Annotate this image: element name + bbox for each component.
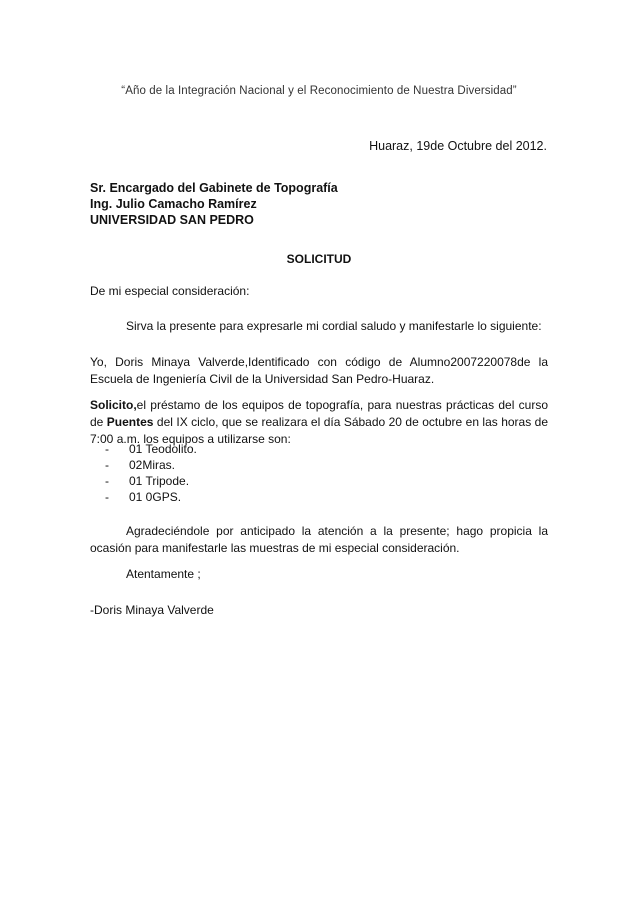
closing: Atentamente ; (126, 567, 201, 581)
place-date: Huaraz, 19de Octubre del 2012. (369, 139, 547, 153)
addressee-line-1: Sr. Encargado del Gabinete de Topografía (90, 181, 338, 195)
list-bullet: - (105, 442, 109, 456)
list-item (105, 457, 197, 473)
list-item (105, 473, 197, 489)
equipment-list (105, 441, 197, 505)
greeting: De mi especial consideración: (90, 284, 250, 298)
course-name: Puentes (106, 415, 154, 429)
request-text-b: del IX ciclo, que se realizara el día Sábado 20 de octubre en las horas de 7:00 a.m. los equipos a utilizarse son: (90, 415, 549, 446)
list-bullet: - (105, 458, 109, 472)
list-item-text: 01 Teodolito. (129, 442, 197, 456)
paragraph-thanks: Agradeciéndole por anticipado la atención a la presente; hago propicia la ocasión para manifestarle las muestras de mi especial consideración. (90, 524, 548, 555)
list-item (105, 489, 197, 505)
intro-line: Sirva la presente para expresarle mi cordial saludo y manifestarle lo siguiente: (126, 319, 542, 333)
addressee-line-2: Ing. Julio Camacho Ramírez (90, 197, 257, 211)
request-lead: Solicito, (90, 398, 137, 412)
paragraph-identification: Yo, Doris Minaya Valverde,Identificado con código de Alumno2007220078de la Escuela de Ingeniería Civil de la Universidad San Pedro-Huaraz. (90, 355, 548, 386)
list-item (105, 441, 197, 457)
subject-heading: SOLICITUD (286, 252, 352, 266)
list-item-text: 01 0GPS. (129, 490, 182, 504)
addressee-line-3: UNIVERSIDAD SAN PEDRO (90, 213, 254, 227)
request-text-a: el préstamo de los equipos de topografía, para nuestras prácticas del curso de (90, 398, 548, 429)
signature: -Doris Minaya Valverde (90, 603, 214, 617)
list-bullet: - (105, 474, 109, 488)
list-bullet: - (105, 490, 109, 504)
year-motto: “Año de la Integración Nacional y el Reconocimiento de Nuestra Diversidad” (121, 85, 517, 97)
list-item-text: 02Miras. (129, 458, 176, 472)
list-item-text: 01 Tripode. (129, 474, 190, 488)
